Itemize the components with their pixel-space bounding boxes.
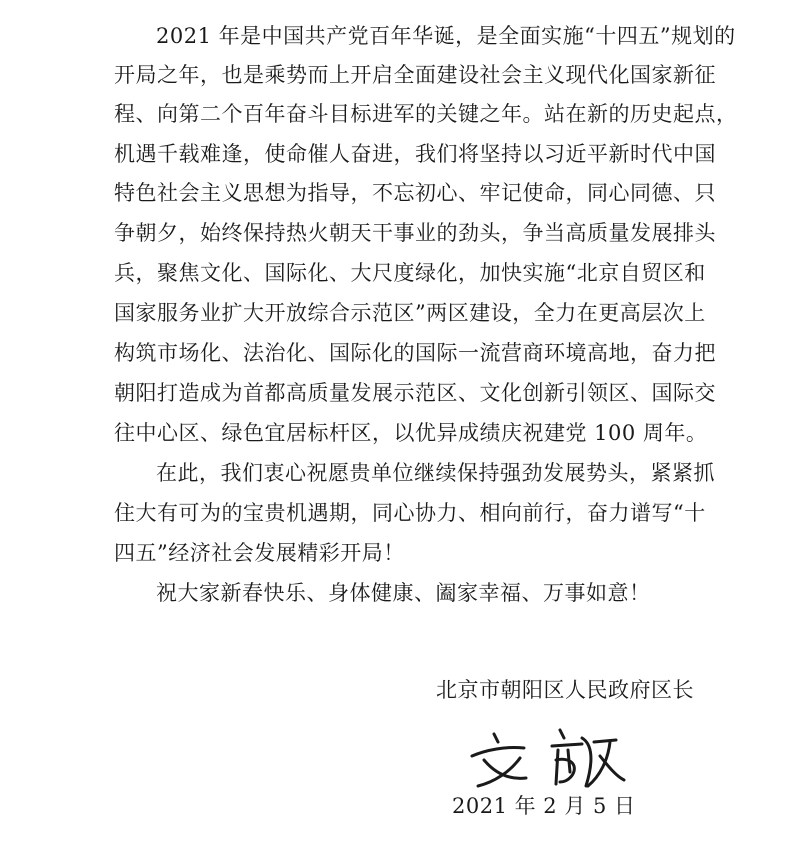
paragraph-1-line-2: 开局之年，也是乘势而上开启全面建设社会主义现代化国家新征: [114, 63, 716, 87]
paragraph-1-line-1: 2021 年是中国共产党百年华诞，是全面实施“十四五”规划的: [156, 24, 736, 48]
paragraph-2-line-3: 四五”经济社会发展精彩开局！: [114, 541, 405, 565]
letter-date: 2021 年 2 月 5 日: [452, 794, 636, 818]
paragraph-3-line-1: 祝大家新春快乐、身体健康、阖家幸福、万事如意！: [156, 581, 651, 605]
paragraph-1-line-3: 程、向第二个百年奋斗目标进军的关键之年。站在新的历史起点，: [114, 102, 738, 126]
paragraph-1-line-11: 往中心区、绿色宜居标杆区，以优异成绩庆祝建党 100 周年。: [114, 421, 708, 445]
signer-title: 北京市朝阳区人民政府区长: [436, 678, 694, 702]
paragraph-1-line-5: 特色社会主义思想为指导，不忘初心、牢记使命，同心同德、只: [114, 181, 716, 205]
paragraph-1-line-7: 兵，聚焦文化、国际化、大尺度绿化，加快实施“北京自贸区和: [114, 261, 706, 285]
paragraph-1-line-9: 构筑市场化、法治化、国际化的国际一流营商环境高地，奋力把: [114, 341, 716, 365]
paragraph-1-line-6: 争朝夕，始终保持热火朝天干事业的劲头，争当高质量发展排头: [114, 221, 716, 245]
handwritten-signature: [464, 720, 634, 800]
paragraph-2-line-1: 在此，我们衷心祝愿贵单位继续保持强劲发展势头，紧紧抓: [156, 461, 715, 485]
paragraph-1-line-8: 国家服务业扩大开放综合示范区”两区建设，全力在更高层次上: [114, 301, 706, 325]
paragraph-1-line-4: 机遇千载难逢，使命催人奋进，我们将坚持以习近平新时代中国: [114, 142, 716, 166]
paragraph-1-line-10: 朝阳打造成为首都高质量发展示范区、文化创新引领区、国际交: [114, 381, 716, 405]
paragraph-2-line-2: 住大有可为的宝贵机遇期，同心协力、相向前行，奋力谱写“十: [114, 501, 706, 525]
